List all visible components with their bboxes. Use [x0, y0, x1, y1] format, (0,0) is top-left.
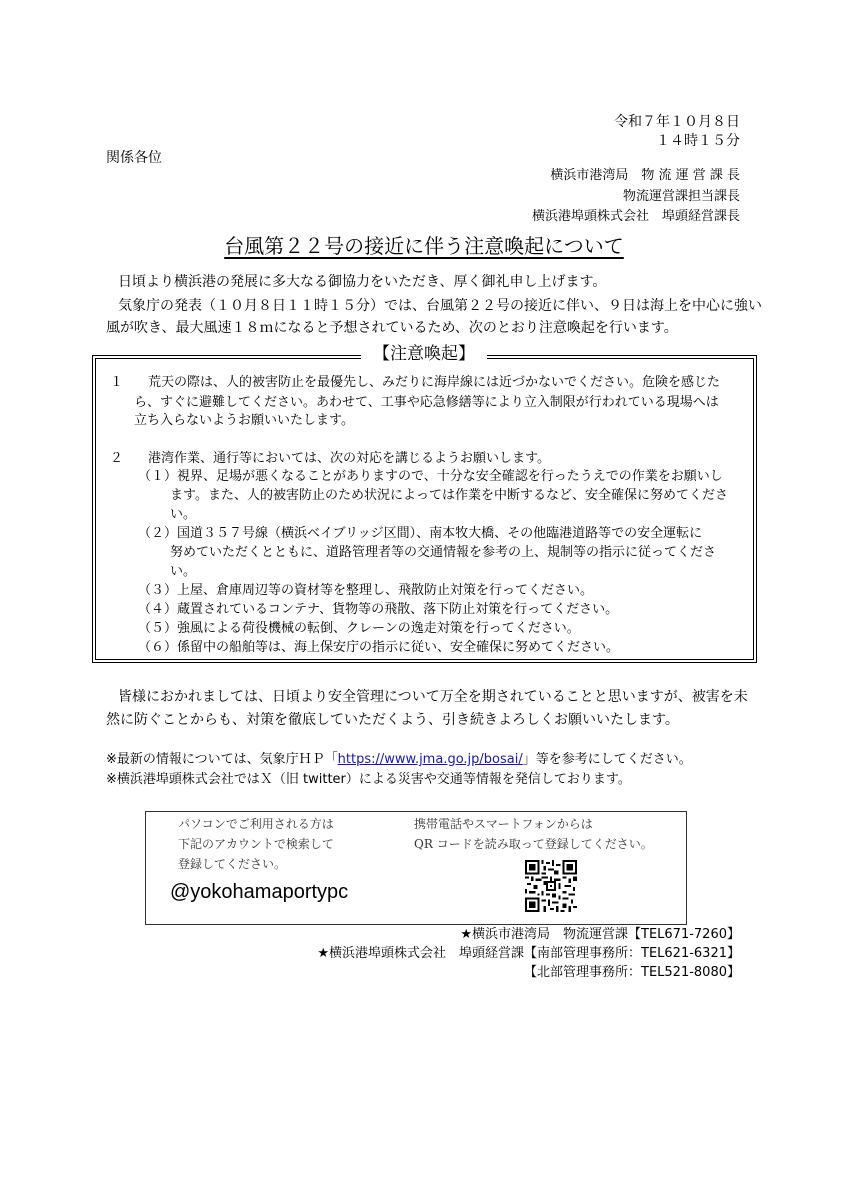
document-title — [0, 233, 848, 259]
sub-item-line: （３）上屋、倉庫周辺等の資材等を整理し、飛散防止対策を行ってください。 — [138, 583, 594, 598]
caution-item-line: 立ち入らないようお願いいたします。 — [134, 413, 354, 428]
note-jma-prefix: ※最新の情報については、気象庁ＨＰ「 — [106, 752, 338, 767]
closing-paragraph: 皆様におかれましては、日頃より安全管理について万全を期されていることと思いますが、被害を未 — [118, 689, 748, 705]
pc-instruction: パソコンでご利用される方は — [178, 817, 334, 831]
sub-item-line: （５）強風による荷役機械の転倒、クレーンの逸走対策を行ってください。 — [138, 621, 580, 636]
intro-paragraph: 気象庁の発表（１０月８日１１時１５分）では、台風第２２号の接近に伴い、９日は海上を中心に強い — [118, 298, 762, 314]
sub-item-line: （６）係留中の船舶等は、海上保安庁の指示に従い、安全確保に努めてください。 — [138, 640, 620, 655]
mobile-instruction: QR コードを読み取って登録してください。 — [414, 837, 653, 851]
sub-item-line: ます。また、人的被害防止のため状況によっては作業を中断するなど、安全確保に努めてくださ — [170, 488, 728, 503]
caution-heading-text: 【注意喚起】 — [361, 344, 487, 364]
qr-code-icon[interactable] — [525, 860, 577, 912]
sender-line: 横浜市港湾局 物 流 運 営 課 長 — [550, 168, 740, 183]
caution-item-line: 荒天の際は、人的被害防止を最優先し、みだりに海岸線には近づかないでください。危険を感じた — [148, 375, 721, 390]
sub-item-line: （２）国道３５７号線（横浜ベイブリッジ区間）、南本牧大橋、その他臨港道路等での安全運転に — [138, 526, 703, 541]
contact-line: ★横浜港埠頭株式会社 埠頭経営課【南部管理事務所：TEL621-6321】 — [317, 946, 740, 961]
sub-item-line: （４）蔵置されているコンテナ、貨物等の飛散、落下防止対策を行ってください。 — [138, 602, 619, 617]
note-twitter: ※横浜港埠頭株式会社ではＸ（旧 twitter）による災害や交通等情報を発信しております。 — [106, 772, 631, 787]
note-jma-suffix: 」等を参考にしてください。 — [522, 752, 692, 767]
item-number: ２ — [110, 451, 124, 466]
caution-item-line: 港湾作業、通行等においては、次の対応を講じるようお願いします。 — [148, 451, 550, 466]
sender-line: 物流運営課担当課長 — [622, 189, 740, 204]
sender-line: 横浜港埠頭株式会社 埠頭経営課長 — [531, 209, 740, 224]
contact-line: 【北部管理事務所：TEL521-8080】 — [524, 965, 740, 980]
pc-instruction: 下記のアカウントで検索して — [178, 837, 334, 851]
note-jma — [106, 750, 692, 770]
item-number: １ — [110, 375, 124, 390]
sub-item-line: 努めていただくとともに、道路管理者等の交通情報を参考の上、規制等の指示に従ってくださ — [170, 545, 717, 560]
mobile-instruction: 携帯電話やスマートフォンからは — [414, 817, 593, 831]
pc-instruction: 登録してください。 — [178, 857, 287, 871]
caution-heading — [0, 343, 848, 365]
intro-paragraph: 風が吹き、最大風速１８ｍになると予想されているため、次のとおり注意喚起を行います。 — [106, 320, 678, 336]
intro-paragraph: 日頃より横浜港の発展に多大なる御協力をいただき、厚く御礼申し上げます。 — [118, 274, 607, 290]
jma-link[interactable]: https://www.jma.go.jp/bosai/ — [337, 752, 523, 767]
closing-paragraph: 然に防ぐことからも、対策を徹底していただくよう、引き続きよろしくお願いいたします。 — [106, 712, 679, 728]
issue-date: 令和７年１０月８日 — [614, 114, 740, 130]
issue-time: １４時１５分 — [656, 133, 740, 149]
sub-item-line: い。 — [170, 564, 197, 579]
sub-item-line: （１）視界、足場が悪くなることがありますので、十分な安全確認を行ったうえでの作業をお願いし — [138, 469, 723, 484]
document-title-text: 台風第２２号の接近に伴う注意喚起について — [224, 234, 624, 258]
contact-line: ★横浜市港湾局 物流運営課【TEL671-7260】 — [460, 927, 740, 942]
addressee: 関係各位 — [106, 150, 162, 166]
x-account-name[interactable]: @yokohamaportypc — [170, 881, 349, 903]
sub-item-line: い。 — [170, 507, 197, 522]
caution-item-line: ら、すぐに避難してください。あわせて、工事や応急修繕等により立入制限が行われている現場へは — [134, 395, 719, 410]
